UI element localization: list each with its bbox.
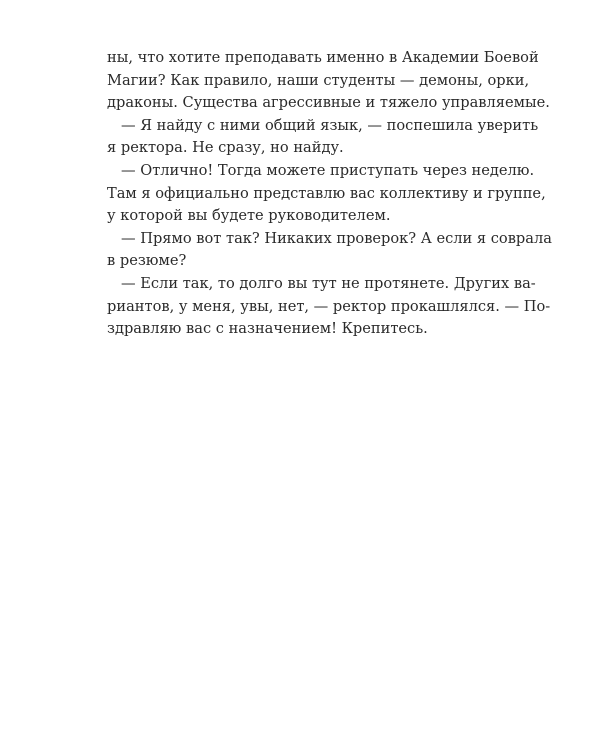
text-line: — Если так, то долго вы тут не протянете. Других ва- [121,274,536,292]
text-line: — Прямо вот так? Никаких проверок? А если я соврала [121,229,552,247]
text-line: у которой вы будете руководителем. [107,207,391,225]
text-line: драконы. Существа агрессивные и тяжело управляемые. [107,94,550,112]
text-line: Там я официально представлю вас коллективу и группе, [107,184,546,202]
text-line: здравляю вас с назначением! Крепитесь. [107,320,428,338]
page-text [107,47,552,341]
text-line: — Отлично! Тогда можете приступать через неделю. [121,161,535,179]
text-line: я ректора. Не сразу, но найду. [107,139,344,157]
text-line: в резюме? [107,252,187,270]
text-line: — Я найду с ними общий язык, — поспешила уверить [121,116,539,134]
text-line: риантов, у меня, увы, нет, — ректор прокашлялся. — По- [107,297,551,315]
text-line: ны, что хотите преподавать именно в Академии Боевой [107,49,539,66]
text-line: Магии? Как правило, наши студенты — демоны, орки, [107,71,530,89]
